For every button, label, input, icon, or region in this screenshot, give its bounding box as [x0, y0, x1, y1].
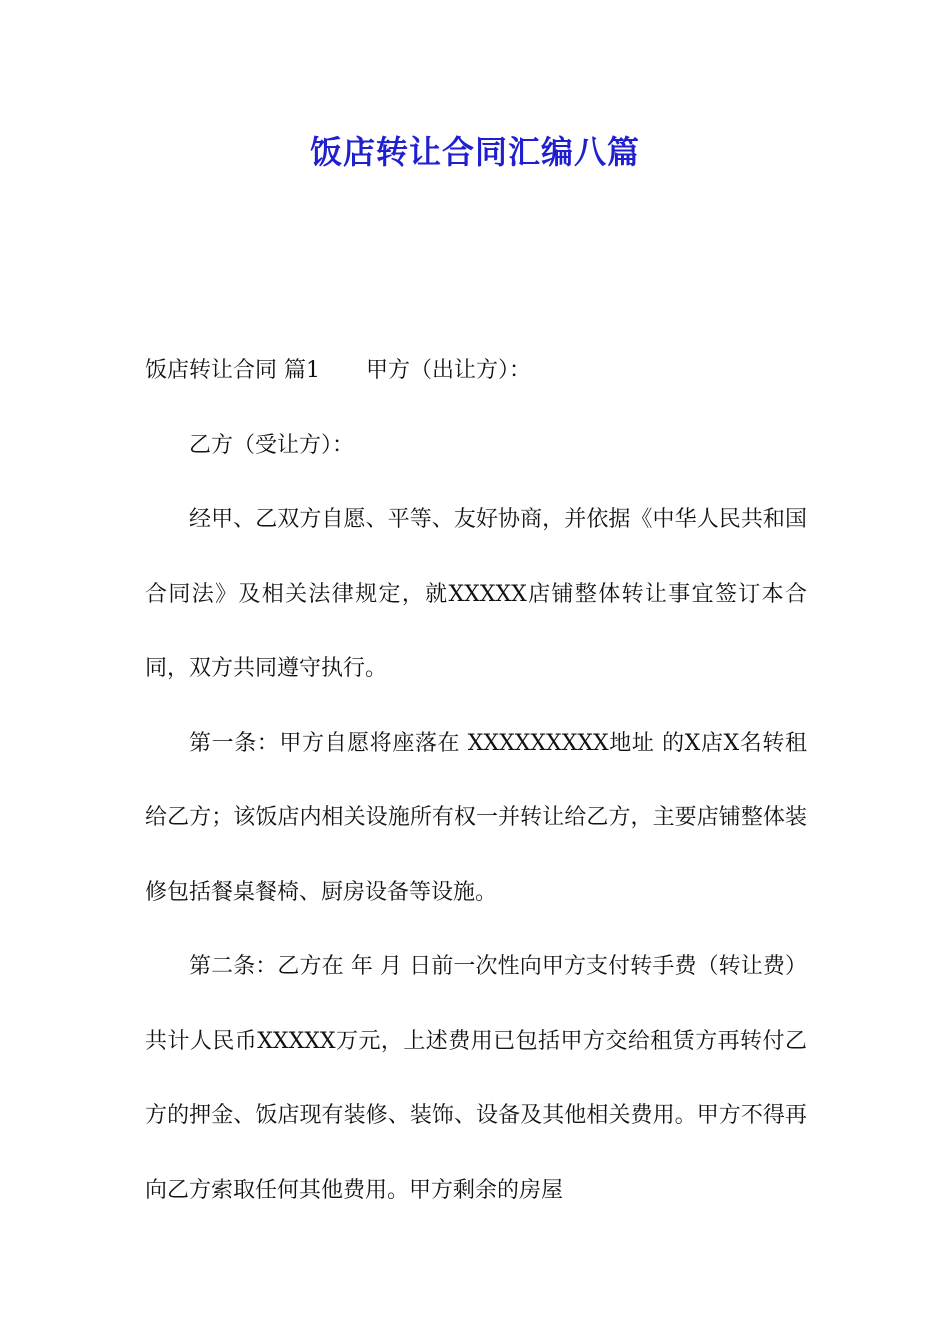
party-a-label: 甲方（出让方）：: [366, 358, 532, 383]
paragraph-article-1: 第一条：甲方自愿将座落在 XXXXXXXXX地址 的X店X名转租给乙方；该饭店内相关设施所有权一并转让给乙方，主要店铺整体装修包括餐桌餐椅、厨房设备等设施。: [145, 730, 807, 905]
document-title: 饭店转让合同汇编八篇: [309, 133, 640, 171]
contract-heading: 饭店转让合同 篇1: [145, 358, 320, 383]
paragraph-preamble: 经甲、乙双方自愿、平等、友好协商，并依据《中华人民共和国合同法》及相关法律规定，就XXXXX店铺整体转让事宜签订本合同，双方共同遵守执行。: [145, 507, 807, 681]
document-body: [145, 334, 807, 1228]
party-b-label: 乙方（受让方）：: [189, 432, 355, 458]
paragraph-article-2: 第二条：乙方在 年 月 日前一次性向甲方支付转手费（转让费）共计人民币XXXXX万元，上述费用已包括甲方交给租赁方再转付乙方的押金、饭店现有装修、装饰、设备及其他相关费用。甲方不得再向乙方索取任何其他费用。甲方剩余的房屋: [145, 954, 807, 1203]
contract-heading-line: [145, 334, 807, 409]
